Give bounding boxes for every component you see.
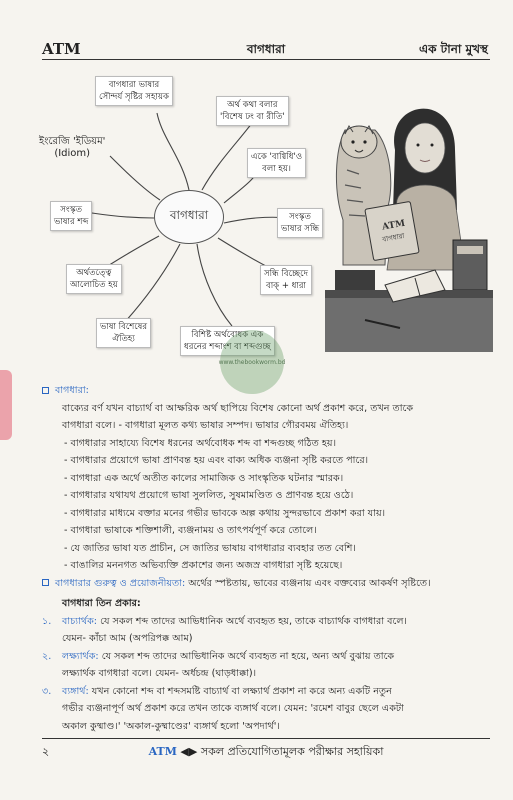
mind-node-9 <box>50 201 92 231</box>
page-number: ২ <box>42 745 50 758</box>
type-line: যখন কোনো শব্দ বা শব্দসমষ্টি বাচ্যার্থ বা লক্ষ্যার্থ প্রকাশ না করে অন্য একটি নতুন <box>88 685 392 697</box>
section1-para1: বাক্যের বর্ণ যখন বাচ্যার্থ বা আক্ষরিক অর্থ ছাপিয়ে বিশেষ কোনো অর্থ প্রকাশ করে, তখন তাকে <box>62 402 414 414</box>
watermark-text: www.thebookworm.bd <box>218 358 286 366</box>
checkbox-square-icon <box>42 579 49 586</box>
desk <box>325 295 493 352</box>
illustration <box>325 90 493 352</box>
type-name: লক্ষ্যার্থক: <box>62 650 99 662</box>
mind-node-text: অর্থতত্ত্বে আলোচিত হয় <box>70 268 118 290</box>
type-name: বাচ্যার্থক: <box>62 615 98 627</box>
mind-node-5 <box>260 265 312 295</box>
mind-node-text: একে 'বাগ্বিধি'ও বলা হয়। <box>251 152 303 174</box>
type-item-1 <box>42 613 494 631</box>
girl-tiger-illustration <box>325 90 493 352</box>
type-item-2 <box>42 648 494 666</box>
type-number: ৩. <box>42 685 52 697</box>
mind-node-text: বাগধারা ভাষার সৌন্দর্য সৃষ্টির সহায়ক <box>99 80 169 102</box>
mind-map <box>39 68 342 378</box>
mind-node-text: ইংরেজি 'ইডিয়ম' (Idiom) <box>39 136 106 159</box>
section1-heading: বাগধারা: <box>55 385 89 396</box>
mind-node-text: বিশিষ্ট অর্থবোধক এক ধরনের শব্দাংশ বা শব্দগুচ্ছ <box>184 330 271 352</box>
content-body <box>42 382 494 735</box>
bullet-item: - বাগধারার সাহায্যে বিশেষ ধরনের অর্থবোধক শব্দ বা শব্দগুচ্ছ গঠিত হয়। <box>64 437 336 449</box>
mind-node-text: সন্ধি বিচ্ছেদে বাক্ + ধারা <box>264 269 308 291</box>
mind-node-8 <box>66 264 122 294</box>
type-line: গভীর ব্যঞ্জনাপূর্ণ অর্থ প্রকাশ করে তখন তাকে ব্যঙ্গার্থ বলে। যেমন: 'রমেশ বাবুর ছেলে একটা <box>62 703 404 714</box>
section2-text: অর্থের স্পষ্টতায়, ভাবের ব্যঞ্জনায় এবং বক্তব্যের আকর্ষণ সৃষ্টিতে। <box>185 577 431 589</box>
page-edge-tab <box>0 370 12 440</box>
type-number: ১. <box>42 615 52 627</box>
footer-text: সকল প্রতিযোগিতামূলক পরীক্ষার সহায়িকা <box>200 745 384 758</box>
arrows-icon: ◀▶ <box>180 745 198 758</box>
type-item-3 <box>42 683 494 701</box>
header-subtitle: এক টানা মুখস্থ <box>418 42 488 56</box>
type-line: যে সকল শব্দ তাদের আভিধানিক অর্থে ব্যবহৃত না হয়ে, অন্য অর্থ বুঝায় তাকে <box>98 650 395 662</box>
mind-node-text: সংস্কৃত ভাষার শব্দ <box>54 205 89 227</box>
header-brand: ATM <box>42 40 81 58</box>
books-stack-icon <box>335 270 375 290</box>
bullet-item: - বাগধারার প্রয়োগে ভাষা প্রাণবন্ত হয় এবং বাক্য অধিক ব্যঞ্জনা সৃষ্টি করতে পারে। <box>64 455 369 466</box>
book-icon <box>365 201 419 260</box>
type-line: লক্ষ্যার্থক বাগধারা বলে। যেমন- অর্ধচন্দ্র (ঘাড়ধাক্কা)। <box>62 668 257 679</box>
type-line: অকাল কুষ্মাণ্ড।' 'অকাল-কুষ্মাণ্ডের' ব্যঙ্গার্থ হলো 'অপদার্থ'। <box>62 720 280 732</box>
footer-brand: ATM <box>148 745 177 758</box>
checkbox-square-icon <box>42 387 49 394</box>
bullet-item: - বাগধারার যথাযথ প্রয়োগে ভাষা সুললিত, সুষমামণ্ডিত ও প্রাণবন্ত হয়ে ওঠে। <box>64 490 354 501</box>
page-header <box>42 38 490 60</box>
section1-heading-row <box>42 382 494 400</box>
mind-node-7 <box>96 318 151 348</box>
mind-node-text: সংস্কৃত ভাষার সন্ধি <box>281 212 320 234</box>
bullet-item: - বাগধারার মাধ্যমে বক্তার মনের গভীর ভাবকে অল্প কথায় সুন্দরভাবে প্রকাশ করা যায়। <box>64 507 386 519</box>
type-number: ২. <box>42 650 52 662</box>
mind-node-4 <box>277 208 323 238</box>
mind-node-text: অর্থ কথা বলার 'বিশেষ ঢং বা রীতি' <box>220 100 285 122</box>
type-line: যেমন- কাঁচা আম (অপরিপক্ক আম) <box>62 633 193 644</box>
type-name: ব্যঙ্গার্থ: <box>62 685 89 697</box>
type-line: যে সকল শব্দ তাদের আভিধানিক অর্থে ব্যবহৃত হয়, তাকে বাচ্যার্থক বাগধারা বলে। <box>97 615 407 627</box>
mind-node-3 <box>247 148 306 178</box>
types-title: বাগধারা তিন প্রকার: <box>62 598 141 609</box>
mind-node-10 <box>36 134 108 162</box>
page-footer <box>42 738 490 758</box>
book-cover-label: ATM <box>381 218 406 233</box>
mind-node-2 <box>216 96 289 126</box>
bullet-item: - যে জাতির ভাষা যত প্রাচীন, সে জাতির ভাষায় বাগধারার ব্যবহার তত বেশি। <box>64 542 356 554</box>
mind-map-center-label: বাগধারা <box>169 208 209 222</box>
bullet-item: - বাগধারা ভাষাকে শক্তিশালী, ব্যঞ্জনাময় ও তাৎপর্যপূর্ণ করে তোলে। <box>64 525 317 536</box>
mind-node-text: ভাষা বিশেষের ঐতিহ্য <box>100 322 148 344</box>
header-title: বাগধারা <box>246 42 286 56</box>
section2-heading: বাগধারার গুরুত্ব ও প্রয়োজনীয়তা: <box>55 577 186 589</box>
bullet-item: - বাগধারা এক অর্থে অতীত কালের সামাজিক ও সাংস্কৃতিক ঘটনার স্মারক। <box>64 472 344 484</box>
footer-text-group <box>42 743 490 762</box>
mind-map-center <box>154 190 224 244</box>
mind-node-1 <box>95 76 173 106</box>
bullet-item: - বাঙালির মননগত অভিব্যক্তি প্রকাশের জন্য অজস্র বাগধারা সৃষ্টি হয়েছে। <box>64 560 343 571</box>
section1-para2: বাগধারা বলে। - বাগধারা মূলত কথ্য ভাষার সম্পদ। ভাষার গৌরবময় ঐতিহ্য। <box>62 420 349 431</box>
section2-row <box>42 575 494 593</box>
book-cover-sub: বাগধারা <box>381 231 406 244</box>
